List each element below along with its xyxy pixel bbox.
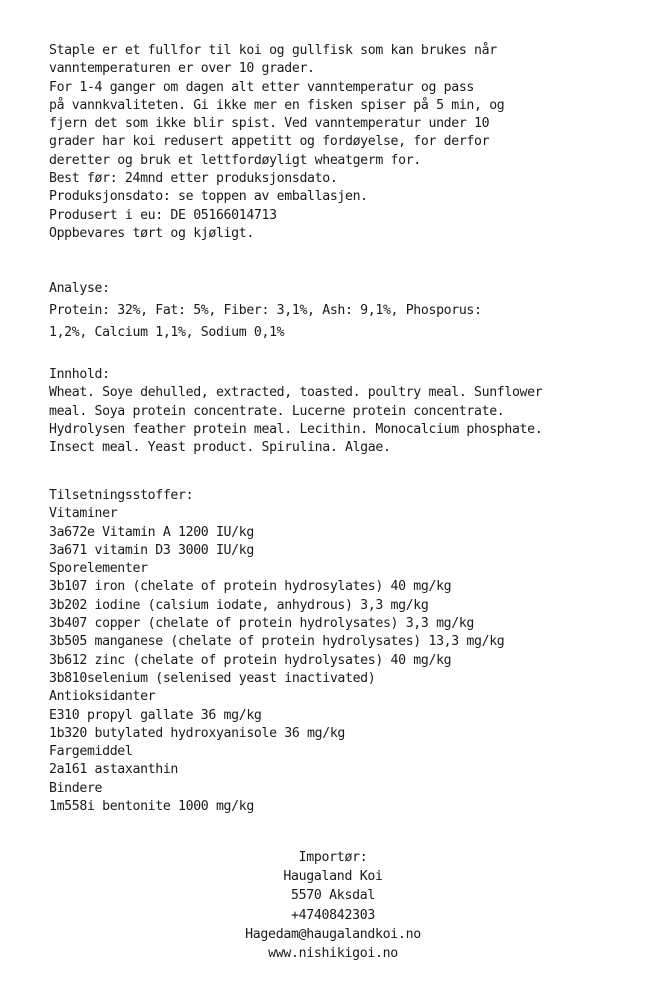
analysis-line: 1,2%, Calcium 1,1%, Sodium 0,1%	[49, 325, 285, 340]
intro-line: Staple er et fullfor til koi og gullfisk som kan brukes når	[49, 43, 497, 58]
additive-item: 3b505 manganese (chelate of protein hydrolysates) 13,3 mg/kg	[49, 634, 505, 650]
analysis-heading: Analyse:	[49, 281, 110, 296]
intro-line: på vannkvaliteten. Gi ikke mer en fisken spiser på 5 min, og	[49, 97, 505, 113]
intro-line: grader har koi redusert appetitt og fordøyelse, for derfor	[49, 134, 490, 150]
additives-heading: Tilsetningsstoffer:	[49, 488, 194, 503]
best-before-line: Best før: 24mnd etter produksjonsdato.	[49, 171, 338, 187]
intro-text-block	[49, 42, 649, 243]
intro-line: For 1-4 ganger om dagen alt etter vanntemperatur og pass	[49, 79, 475, 95]
importer-block	[183, 848, 483, 963]
additives-section	[49, 487, 649, 816]
analysis-section	[49, 278, 649, 344]
production-date-line: Produksjonsdato: se toppen av emballasjen.	[49, 189, 368, 205]
ingredients-line: meal. Soya protein concentrate. Lucerne protein concentrate.	[49, 403, 505, 419]
ingredients-section	[49, 366, 649, 457]
additive-category: Sporelementer	[49, 561, 148, 577]
importer-heading: Importør:	[298, 850, 368, 865]
ingredients-line: Hydrolysen feather protein meal. Lecithin. Monocalcium phosphate.	[49, 421, 543, 437]
additive-item: E310 propyl gallate 36 mg/kg	[49, 707, 262, 723]
additive-item: 3a672e Vitamin A 1200 IU/kg	[49, 524, 254, 540]
ingredients-line: Wheat. Soye dehulled, extracted, toasted. poultry meal. Sunflower	[49, 385, 543, 401]
ingredients-heading: Innhold:	[49, 367, 110, 382]
importer-website: www.nishikigoi.no	[268, 945, 398, 961]
importer-phone: +4740842303	[290, 907, 376, 923]
additive-category: Fargemiddel	[49, 744, 133, 760]
additive-category: Vitaminer	[49, 506, 118, 522]
additive-category: Antioksidanter	[49, 689, 156, 705]
importer-email: Hagedam@haugalandkoi.no	[245, 926, 421, 942]
additive-item: 2a161 astaxanthin	[49, 762, 179, 778]
intro-line: vanntemperaturen er over 10 grader.	[49, 61, 315, 77]
additive-item: 3b407 copper (chelate of protein hydrolysates) 3,3 mg/kg	[49, 616, 475, 632]
additive-item: 3b202 iodine (calsium iodate, anhydrous) 3,3 mg/kg	[49, 597, 429, 613]
additive-item: 3b107 iron (chelate of protein hydrosylates) 40 mg/kg	[49, 579, 452, 595]
ingredients-line: Insect meal. Yeast product. Spirulina. Algae.	[49, 440, 391, 456]
additive-item: 3a671 vitamin D3 3000 IU/kg	[49, 542, 254, 558]
additive-item: 1b320 butylated hydroxyanisole 36 mg/kg	[49, 725, 345, 741]
additive-item: 3b810selenium (selenised yeast inactivated)	[49, 670, 376, 686]
storage-line: Oppbevares tørt og kjøligt.	[49, 225, 254, 241]
intro-line: fjern det som ikke blir spist. Ved vanntemperatur under 10	[49, 116, 490, 132]
additive-item: 1m558i bentonite 1000 mg/kg	[49, 799, 254, 815]
intro-line: deretter og bruk et lettfordøyligt wheatgerm for.	[49, 152, 421, 168]
importer-name: Haugaland Koi	[283, 869, 383, 885]
produced-in-line: Produsert i eu: DE 05166014713	[49, 207, 277, 223]
analysis-line: Protein: 32%, Fat: 5%, Fiber: 3,1%, Ash: 9,1%, Phosporus:	[49, 303, 482, 318]
importer-address: 5570 Aksdal	[290, 888, 376, 904]
additive-item: 3b612 zinc (chelate of protein hydrolysates) 40 mg/kg	[49, 652, 452, 668]
additive-category: Bindere	[49, 780, 103, 796]
